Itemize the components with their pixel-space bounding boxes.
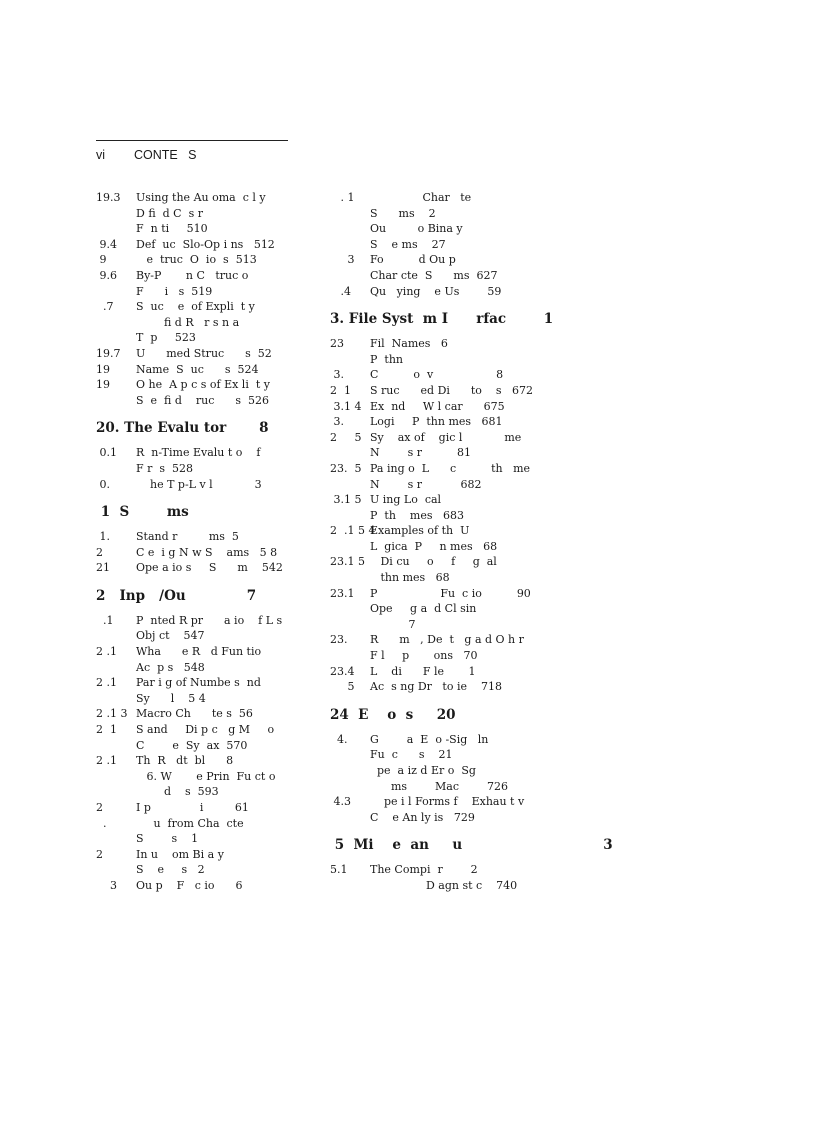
- toc-entry: [96, 268, 326, 284]
- section-number: .1: [96, 613, 114, 627]
- section-number: 3.: [330, 415, 344, 429]
- section-number: .4: [330, 284, 351, 298]
- chapter-heading: 5 Mi e an u 3: [330, 837, 613, 854]
- section-title: S uc e of Expli t y: [136, 300, 255, 314]
- toc-entry: [96, 190, 326, 206]
- toc-entry: [96, 644, 326, 660]
- toc-entry-continuation: C e Sy ax 570: [136, 738, 248, 752]
- toc-entry: [330, 399, 560, 415]
- toc-entry: [96, 753, 326, 769]
- toc-entry-continuation: C e An ly is 729: [370, 810, 475, 824]
- section-number: 2: [96, 545, 103, 559]
- section-title: Qu ying e Us 59: [370, 284, 502, 298]
- section-number: 9: [96, 253, 107, 267]
- section-number: 2 .1: [96, 676, 117, 690]
- chapter-heading: 2 Inp /Ou 7: [96, 587, 257, 604]
- toc-entry: [96, 675, 326, 691]
- toc-entry: [96, 237, 326, 253]
- toc-entry-continuation: T p 523: [136, 331, 196, 345]
- toc-entry: [96, 346, 326, 362]
- section-number: 19.3: [96, 191, 121, 204]
- section-number: 2 1: [96, 723, 117, 737]
- section-number: 19: [96, 378, 110, 392]
- toc-entry: [96, 529, 326, 545]
- section-number: .: [96, 816, 107, 830]
- section-number: 2 .1 5 4: [330, 524, 376, 538]
- toc-entry: [330, 523, 560, 539]
- toc-entry-continuation: S ms 2: [370, 206, 436, 220]
- toc-column-left: [96, 190, 326, 894]
- section-number: 23.1 5: [330, 555, 365, 569]
- section-number: 2: [96, 801, 103, 814]
- section-number: . 1: [330, 191, 355, 204]
- toc-entry-continuation: F r s 528: [136, 461, 194, 475]
- toc-entry-continuation: ms Mac 726: [370, 779, 508, 793]
- section-title: O he A p c s of Ex li t y: [136, 378, 270, 392]
- section-title: U ing Lo cal: [370, 493, 442, 507]
- section-title: I p i 61: [136, 801, 249, 814]
- section-title: Th R dt bl 8: [136, 754, 234, 768]
- section-number: 2 5: [330, 430, 362, 444]
- section-number: 2 .1: [96, 754, 117, 768]
- section-title: Pa ing o L c th me: [370, 461, 531, 475]
- toc-entry: [96, 878, 326, 894]
- toc-entry: [330, 190, 560, 206]
- section-number: 0.: [96, 477, 110, 491]
- toc-entry-continuation: F l p ons 70: [370, 649, 478, 663]
- toc-entry-continuation: Fu c s 21: [370, 748, 453, 762]
- section-title: Wha e R d Fun tio: [136, 645, 262, 659]
- toc-entry-continuation: Sy l 5 4: [136, 691, 206, 705]
- toc-entry: [330, 586, 560, 602]
- section-number: 23.1: [330, 586, 355, 600]
- toc-entry-continuation: S e s 2: [136, 863, 205, 877]
- section-title: he T p-L v l 3: [136, 477, 262, 491]
- toc-entry: [96, 252, 326, 268]
- section-title: The Compi r 2: [370, 863, 478, 877]
- section-number: .7: [96, 300, 114, 314]
- section-number: 23: [330, 337, 344, 351]
- section-title: L di F le 1: [370, 664, 476, 678]
- toc-entry: [330, 492, 560, 508]
- toc-entry: [330, 732, 560, 748]
- toc-entry-continuation: Char cte S ms 627: [370, 268, 498, 282]
- section-number: 5: [330, 680, 355, 694]
- toc-entry-continuation: S s 1: [136, 832, 199, 846]
- section-number: 3.: [330, 368, 344, 382]
- toc-entry-continuation: L gica P n mes 68: [370, 539, 498, 553]
- section-number: 23. 5: [330, 461, 362, 475]
- toc-entry: [330, 367, 560, 383]
- toc-entry: [330, 554, 560, 570]
- toc-entry: [96, 722, 326, 738]
- section-title: Stand r ms 5: [136, 530, 239, 544]
- section-title: P Fu c io 90: [370, 586, 531, 600]
- toc-entry-continuation: Ope g a d Cl sin: [370, 602, 477, 616]
- section-number: 9.6: [96, 268, 117, 282]
- toc-entry-continuation: thn mes 68: [370, 571, 450, 585]
- toc-entry: [330, 284, 560, 300]
- section-number: 4.: [330, 732, 348, 746]
- section-number: 5.1: [330, 863, 348, 877]
- section-title: Par i g of Numbe s nd: [136, 676, 261, 690]
- section-number: 23.: [330, 633, 348, 647]
- section-number: 9.4: [96, 237, 117, 251]
- toc-entry: [96, 377, 326, 393]
- section-title: Fo d Ou p: [370, 253, 456, 267]
- section-number: 0.1: [96, 446, 117, 460]
- page-number: vi: [96, 148, 106, 162]
- toc-entry: [330, 679, 560, 695]
- toc-entry: [96, 445, 326, 461]
- toc-entry: [96, 299, 326, 315]
- toc-entry: [96, 800, 326, 816]
- section-number: 2 .1 3: [96, 707, 128, 721]
- section-number: 2 1: [330, 383, 351, 397]
- section-title: S ruc ed Di to s 672: [370, 383, 534, 397]
- toc-entry-continuation: Ou o Bina y: [370, 222, 463, 236]
- toc-entry: [96, 477, 326, 493]
- toc-entry-continuation: S e ms 27: [370, 237, 446, 251]
- chapter-heading: 24 E o s 20: [330, 706, 456, 723]
- toc-entry: [330, 336, 560, 352]
- toc-entry: [96, 560, 326, 576]
- running-title: CONTE S: [134, 148, 197, 162]
- section-title: Logi P thn mes 681: [370, 415, 503, 429]
- section-title: Def uc Slo-Op i ns 512: [136, 237, 275, 251]
- chapter-heading: 20. The Evalu tor 8: [96, 420, 269, 437]
- toc-entry: [96, 816, 326, 832]
- section-title: Macro Ch te s 56: [136, 707, 253, 721]
- section-title: Sy ax of gic l me: [370, 430, 522, 444]
- toc-entry: [96, 545, 326, 561]
- section-number: 2: [96, 847, 103, 861]
- toc-entry: [330, 632, 560, 648]
- section-number: 3: [330, 253, 355, 267]
- section-title: Di cu o f g al: [370, 555, 497, 569]
- section-title: Ope a io s S m 542: [136, 561, 283, 575]
- section-number: 23.4: [330, 664, 355, 678]
- section-title: Ex nd W l car 675: [370, 399, 505, 413]
- section-title: P nted R pr a io f L s: [136, 613, 283, 627]
- toc-entry-continuation: N s r 81: [370, 446, 471, 460]
- section-number: 3.1 4: [330, 399, 362, 413]
- section-number: 3.1 5: [330, 493, 362, 507]
- toc-entry-continuation: F n ti 510: [136, 222, 208, 236]
- section-title: S and Di p c g M o: [136, 723, 275, 737]
- section-title: Examples of th U: [370, 524, 470, 538]
- toc-entry: [330, 252, 560, 268]
- section-title: pe i l Forms f Exhau t v: [370, 795, 525, 809]
- section-title: u from Cha cte: [136, 816, 244, 830]
- toc-entry: [330, 664, 560, 680]
- section-title: U med Struc s 52: [136, 346, 272, 360]
- toc-entry-continuation: N s r 682: [370, 477, 482, 491]
- toc-entry: [330, 461, 560, 477]
- section-title: In u om Bi a y: [136, 847, 224, 861]
- section-title: Ac s ng Dr to ie 718: [370, 680, 502, 694]
- section-title: C o v 8: [370, 368, 504, 382]
- toc-entry-continuation: P th mes 683: [370, 508, 464, 522]
- section-title: R m , De t g a d O h r: [370, 633, 524, 647]
- toc-entry: [96, 362, 326, 378]
- toc-entry-continuation: Obj ct 547: [136, 629, 205, 643]
- toc-column-right: [330, 190, 613, 894]
- section-number: 19: [96, 362, 110, 376]
- section-title: Ou p F c io 6: [136, 878, 243, 892]
- section-number: 4.3: [330, 795, 351, 809]
- section-number: 1.: [96, 530, 110, 544]
- section-number: 3: [96, 878, 117, 892]
- section-title: Fil Names 6: [370, 337, 448, 351]
- section-title: e truc O io s 513: [136, 253, 257, 267]
- section-number: 2 .1: [96, 645, 117, 659]
- section-title: R n-Time Evalu t o f: [136, 446, 261, 460]
- toc-entry-continuation: Ac p s 548: [136, 660, 205, 674]
- section-title: Char te: [370, 191, 472, 204]
- section-title: Using the Au oma c l y: [136, 191, 266, 204]
- toc-entry: [330, 862, 560, 878]
- chapter-heading: 3. File Syst m I rfac 1: [330, 311, 554, 328]
- toc-entry: [330, 383, 560, 399]
- section-title: By-P n C truc o: [136, 268, 249, 282]
- toc-entry-continuation: fi d R r s n a: [136, 315, 240, 329]
- toc-entry-continuation: D agn st c 740: [370, 878, 518, 892]
- toc-entry-continuation: pe a iz d Er o Sg: [370, 764, 476, 777]
- toc-entry-continuation: d s 593: [136, 785, 219, 799]
- section-title: Name S uc s 524: [136, 362, 259, 376]
- toc-entry-continuation: F i s 519: [136, 284, 213, 298]
- toc-entry-continuation: 7: [370, 617, 416, 631]
- toc-entry: [96, 613, 326, 629]
- toc-entry: [96, 847, 326, 863]
- toc-entry-continuation: S e fi d ruc s 526: [136, 393, 270, 407]
- toc-entry-continuation: P thn: [370, 352, 403, 366]
- toc-entry: [330, 430, 560, 446]
- toc-entry: [330, 414, 560, 430]
- section-title: C e i g N w S ams 5 8: [136, 545, 278, 559]
- section-number: 21: [96, 561, 110, 575]
- toc-entry-continuation: D fi d C s r: [136, 206, 203, 220]
- toc-entry: [96, 706, 326, 722]
- section-title: G a E o -Sig ln: [370, 732, 489, 746]
- header-rule: [96, 140, 288, 141]
- running-header: [96, 148, 197, 162]
- section-number: 19.7: [96, 346, 121, 360]
- chapter-heading: 1 S ms: [96, 504, 189, 521]
- toc-entry-continuation: 6. W e Prin Fu ct o: [136, 769, 276, 783]
- toc-entry: [330, 794, 560, 810]
